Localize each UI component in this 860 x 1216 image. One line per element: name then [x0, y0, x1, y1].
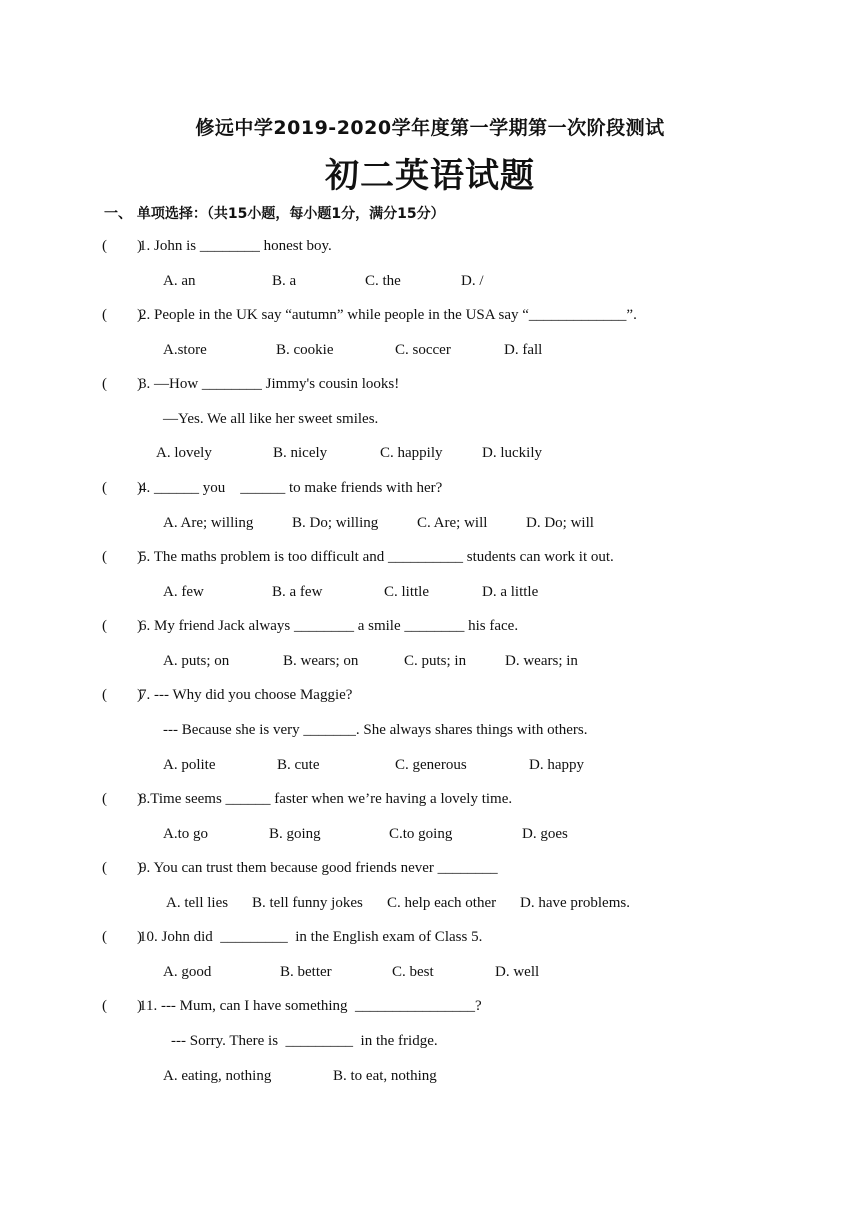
- question-stem: 10. John did _________ in the English exam of Class 5.: [139, 929, 483, 945]
- option-b: B. nicely: [273, 445, 328, 461]
- option-d: D. wears; in: [505, 653, 578, 669]
- school-title: 修远中学2019-2020学年度第一学期第一次阶段测试: [195, 117, 665, 139]
- option-b: B. cute: [277, 757, 320, 773]
- option-b: B. to eat, nothing: [333, 1068, 437, 1084]
- option-c: C. happily: [380, 445, 443, 461]
- question-7: [102, 687, 352, 704]
- answer-bracket: ( ): [102, 929, 142, 945]
- option-b: B. going: [269, 826, 321, 842]
- exam-subject-title: 初二英语试题: [325, 156, 535, 196]
- answer-bracket: ( ): [102, 860, 142, 876]
- option-a: A. good: [163, 964, 212, 980]
- option-c: C. help each other: [387, 895, 497, 911]
- option-b: B. a few: [272, 584, 323, 600]
- answer-bracket: ( ): [102, 376, 142, 392]
- question-stem: 7. --- Why did you choose Maggie?: [139, 687, 353, 703]
- question-stem: 8.Time seems ______ faster when we’re having a lovely time.: [139, 791, 513, 807]
- question-stem: 5. The maths problem is too difficult and __________ students can work it out.: [139, 549, 614, 565]
- question-2: [102, 307, 637, 324]
- question-stem: 4. ______ you ______ to make friends with her?: [139, 480, 443, 496]
- answer-bracket: ( ): [102, 238, 142, 254]
- option-d: D. have problems.: [520, 895, 630, 911]
- answer-bracket: ( ): [102, 791, 142, 807]
- answer-bracket: ( ): [102, 307, 142, 323]
- answer-bracket: ( ): [102, 618, 142, 634]
- answer-bracket: ( ): [102, 687, 142, 703]
- option-c: C. Are; will: [417, 515, 488, 531]
- section-heading: 一、 单项选择：（共15小题，每小题1分，满分15分）: [104, 206, 445, 222]
- option-b: B. a: [272, 273, 297, 289]
- option-a: A. eating, nothing: [163, 1068, 272, 1084]
- question-10: [102, 929, 482, 946]
- option-b: B. wears; on: [283, 653, 359, 669]
- option-a: A. lovely: [156, 445, 212, 461]
- option-c: C. puts; in: [404, 653, 467, 669]
- question-4: [102, 480, 442, 497]
- question-11: [102, 998, 482, 1015]
- answer-bracket: ( ): [102, 549, 142, 565]
- option-d: D. goes: [522, 826, 568, 842]
- option-c: C.to going: [389, 826, 453, 842]
- question-dialogue-line: —Yes. We all like her sweet smiles.: [163, 411, 379, 427]
- option-a: A. puts; on: [163, 653, 230, 669]
- answer-bracket: ( ): [102, 480, 142, 496]
- question-1: [102, 238, 332, 255]
- question-stem: 11. --- Mum, can I have something ________________?: [139, 998, 482, 1014]
- question-stem: 6. My friend Jack always ________ a smile ________ his face.: [139, 618, 519, 634]
- option-a: A.store: [163, 342, 207, 358]
- answer-bracket: ( ): [102, 998, 142, 1014]
- option-b: B. Do; willing: [292, 515, 379, 531]
- option-c: C. little: [384, 584, 429, 600]
- question-9: [102, 860, 498, 877]
- option-c: C. generous: [395, 757, 467, 773]
- option-b: B. tell funny jokes: [252, 895, 363, 911]
- option-c: C. best: [392, 964, 434, 980]
- option-d: D. Do; will: [526, 515, 594, 531]
- option-a: A. Are; willing: [163, 515, 254, 531]
- option-a: A. polite: [163, 757, 216, 773]
- option-a: A. few: [163, 584, 204, 600]
- option-d: D. happy: [529, 757, 584, 773]
- question-stem: 9. You can trust them because good friends never ________: [139, 860, 498, 876]
- question-stem: 2. People in the UK say “autumn” while people in the USA say “_____________”.: [139, 307, 637, 323]
- question-5: [102, 549, 614, 566]
- option-c: C. soccer: [395, 342, 451, 358]
- option-c: C. the: [365, 273, 401, 289]
- option-b: B. better: [280, 964, 332, 980]
- question-3: [102, 376, 399, 393]
- option-d: D. a little: [482, 584, 539, 600]
- option-a: A. an: [163, 273, 196, 289]
- option-b: B. cookie: [276, 342, 334, 358]
- question-dialogue-line: --- Because she is very _______. She always shares things with others.: [163, 722, 588, 738]
- question-6: [102, 618, 518, 635]
- question-8: [102, 791, 512, 808]
- question-stem: 3. —How ________ Jimmy's cousin looks!: [139, 376, 400, 392]
- option-d: D. luckily: [482, 445, 542, 461]
- option-d: D. fall: [504, 342, 543, 358]
- question-stem: 1. John is ________ honest boy.: [139, 238, 332, 254]
- option-d: D. well: [495, 964, 540, 980]
- question-dialogue-line: --- Sorry. There is _________ in the fridge.: [171, 1033, 438, 1049]
- option-d: D. /: [461, 273, 484, 289]
- option-a: A.to go: [163, 826, 208, 842]
- option-a: A. tell lies: [166, 895, 229, 911]
